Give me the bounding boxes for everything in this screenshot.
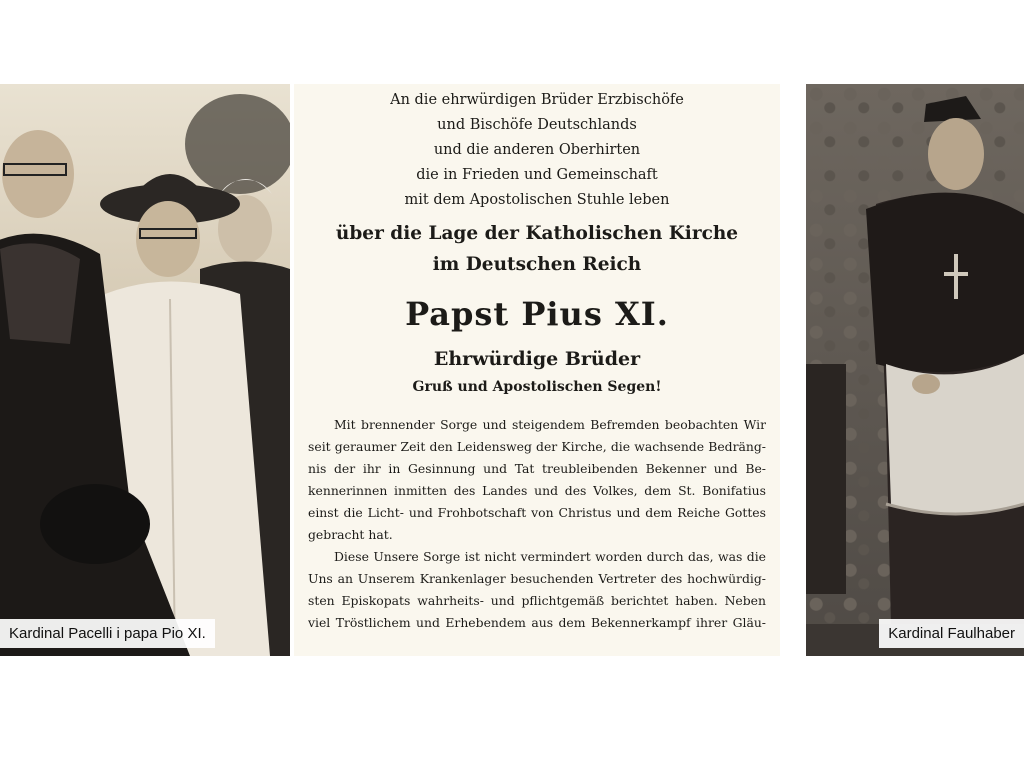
paragraph-line: Mit brennender Sorge und steigendem Befremden beobachten Wir: [334, 417, 766, 432]
figure-right-illustration: [806, 84, 1024, 656]
photo-pacelli-and-pius: [0, 84, 290, 656]
address-line: die in Frieden und Gemeinschaft: [416, 167, 658, 183]
figures-left-illustration: [0, 84, 290, 656]
subject-line: über die Lage der Katholischen Kirche: [335, 223, 739, 244]
subject-block: [308, 218, 766, 280]
paragraph-line: viel Tröstlichem und Erhebendem aus dem Bekennerkampf ihrer Gläu-: [308, 615, 766, 630]
subject-line: im Deutschen Reich: [432, 254, 642, 275]
paragraph-line: kennerinnen inmitten des Landes und des Volkes, dem St. Bonifatius: [308, 483, 766, 498]
photo-faulhaber: [806, 84, 1024, 656]
salutation: Ehrwürdige Brüder: [433, 348, 641, 370]
paragraph-line: Diese Unsere Sorge ist nicht vermindert worden durch das, was die: [334, 549, 766, 564]
right-photo-caption: Kardinal Faulhaber: [879, 619, 1024, 648]
address-line: und die anderen Oberhirten: [433, 142, 641, 158]
address-line: und Bischöfe Deutschlands: [437, 117, 637, 133]
paragraph-line: gebracht hat.: [308, 527, 393, 542]
left-photo-caption: Kardinal Pacelli i papa Pio XI.: [0, 619, 215, 648]
address-line: mit dem Apostolischen Stuhle leben: [404, 192, 670, 208]
image-strip: [0, 84, 1024, 656]
paragraph-line: nis der ihr in Gesinnung und Tat treubleibenden Bekenner und Be-: [308, 461, 766, 476]
paragraph-line: einst die Licht- und Frohbotschaft von Christus und dem Reiche Gottes: [308, 505, 766, 520]
encyclical-document: [294, 84, 780, 656]
greeting: Gruß und Apostolischen Segen!: [412, 379, 662, 395]
address-block: [308, 88, 766, 213]
address-line: An die ehrwürdigen Brüder Erzbischöfe: [390, 92, 684, 108]
paragraph-line: seit geraumer Zeit den Leidensweg der Kirche, die wachsende Bedräng-: [308, 439, 766, 454]
paragraph-line: sten Episkopats wahrheits- und pflichtgemäß berichtet haben. Neben: [308, 593, 766, 608]
paragraph-line: Uns an Unserem Krankenlager besuchenden Vertreter des hochwürdig-: [308, 571, 766, 586]
author-title: Papst Pius XI.: [405, 295, 669, 333]
body-text: [308, 414, 766, 634]
